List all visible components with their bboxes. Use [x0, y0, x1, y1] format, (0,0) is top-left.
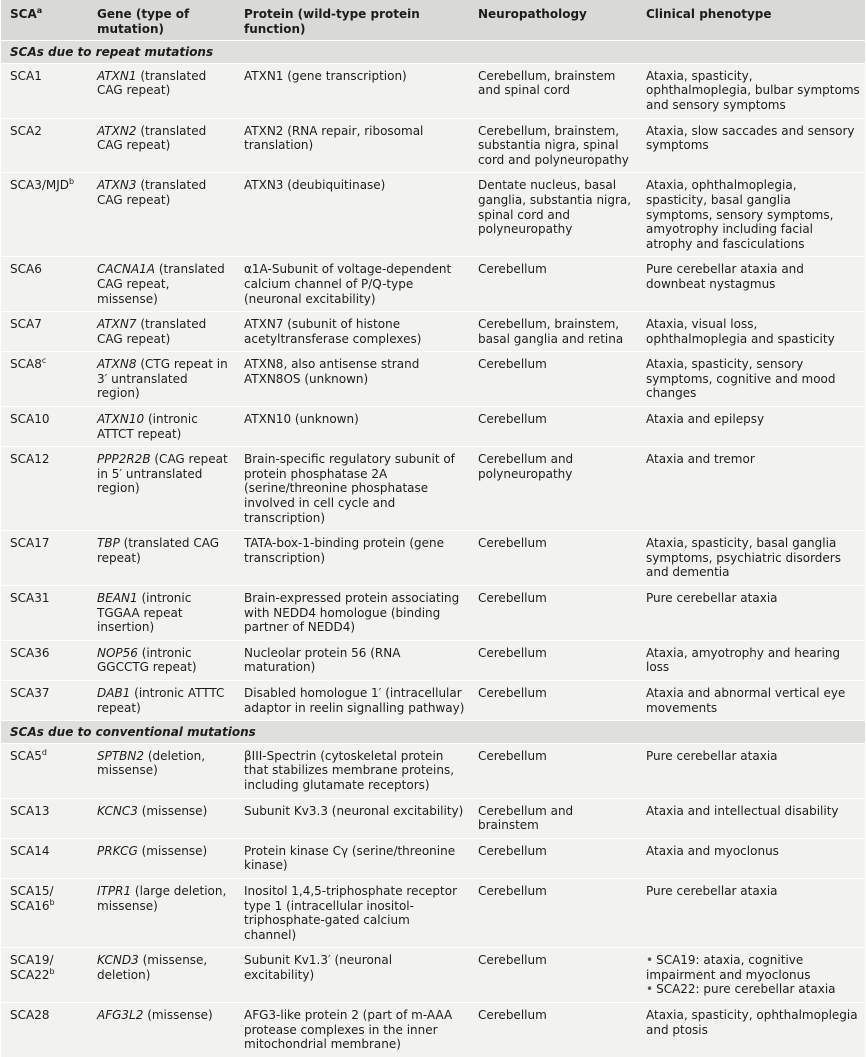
footnote-marker: d [41, 747, 47, 757]
sca-name: SCA10 [10, 412, 50, 427]
table-row [1, 352, 865, 407]
mutation-type: (translated CAG repeat) [97, 123, 207, 153]
cell-neuropathology: Cerebellum and polyneuropathy [478, 452, 574, 481]
cell-clinical-phenotype: Pure cerebellar ataxia [646, 591, 778, 605]
mutation-type: (missense, deletion) [97, 953, 208, 982]
cell-sca [1, 948, 88, 1003]
section-title: SCAs due to repeat mutations [10, 45, 214, 60]
footnote-marker: b [49, 897, 55, 907]
cell-neuropathology: Cerebellum [478, 357, 547, 372]
table-row [1, 798, 865, 838]
cell-protein: ATXN2 (RNA repair, ribosomal translation) [244, 123, 424, 153]
cell-protein: Subunit Kv3.3 (neuronal excitability) [244, 803, 464, 818]
sca-table [1, 0, 865, 1057]
section-header-row [1, 721, 865, 744]
cell-clinical-phenotype: Ataxia and intellectual disability [646, 803, 839, 818]
mutation-type: (missense) [137, 843, 208, 858]
cell-protein: AFG3-like protein 2 (part of m-AAA protease complexes in the inner mitochondrial membrane) [244, 1008, 453, 1052]
mutation-type: (intronic ATTTC repeat) [97, 685, 225, 715]
cell-neuropathology: Cerebellum [478, 1008, 547, 1023]
cell-protein: Inositol 1,4,5-triphosphate receptor type 1 (intracellular inositol-triphosphate-gated calcium channel) [244, 883, 458, 942]
sca-name: SCA31 [10, 591, 50, 605]
cell-protein: α1A-Subunit of voltage-dependent calcium channel of P/Q-type (neuronal excitability) [244, 262, 452, 306]
cell-protein: ATXN1 (gene transcription) [244, 68, 407, 83]
sca-name: SCA5 [10, 748, 42, 763]
cell-sca [1, 312, 88, 352]
sca-name: SCA2 [10, 123, 42, 138]
cell-neuropathology: Cerebellum, brainstem and spinal cord [478, 68, 616, 98]
gene-name: NOP56 [97, 645, 138, 660]
mutation-type: (intronic ATTCT repeat) [97, 412, 198, 441]
table-row [1, 173, 865, 257]
cell-clinical-phenotype: Ataxia, amyotrophy and hearing loss [646, 645, 841, 675]
cell-protein: Brain-expressed protein associating with NEDD4 homologue (binding partner of NEDD4) [244, 591, 460, 635]
cell-clinical-phenotype: Ataxia and epilepsy [646, 412, 765, 427]
cell-gene [88, 63, 235, 118]
sca-name: SCA6 [10, 262, 42, 277]
cell-sca [1, 586, 88, 641]
sca-name: SCA19/ SCA22 [10, 953, 54, 982]
mutation-type: (CAG repeat in 5′ untranslated region) [97, 452, 228, 496]
mutation-type: (translated CAG repeat) [97, 68, 207, 98]
cell-clinical-phenotype: Ataxia, slow saccades and sensory symptoms [646, 123, 855, 153]
cell-sca [1, 878, 88, 947]
cell-sca [1, 173, 88, 257]
cell-gene [88, 798, 235, 838]
table-row [1, 680, 865, 720]
cell-sca [1, 447, 88, 531]
cell-clinical-phenotype: Ataxia and myoclonus [646, 843, 779, 858]
mutation-type: (translated CAG repeat, missense) [97, 262, 225, 306]
cell-sca [1, 531, 88, 586]
gene-name: ATXN10 [97, 412, 145, 427]
table-row [1, 878, 865, 947]
cell-clinical-phenotype: Ataxia, spasticity, ophthalmoplegia and ptosis [646, 1008, 858, 1037]
sca-name: SCA28 [10, 1008, 50, 1023]
table-row [1, 743, 865, 798]
gene-name: BEAN1 [97, 591, 138, 605]
gene-name: TBP [97, 536, 120, 551]
cell-sca [1, 743, 88, 798]
gene-name: ATXN3 [97, 178, 137, 193]
mutation-type: (translated CAG repeat) [97, 178, 207, 207]
cell-neuropathology: Cerebellum [478, 748, 547, 763]
header-clinical-phenotype: Clinical phenotype [646, 7, 772, 21]
cell-gene [88, 352, 235, 407]
cell-gene [88, 257, 235, 312]
cell-protein: ATXN7 (subunit of histone acetyltransferase complexes) [244, 317, 422, 346]
cell-neuropathology: Cerebellum [478, 412, 547, 427]
cell-clinical-phenotype: Ataxia, spasticity, ophthalmoplegia, bulbar symptoms and sensory symptoms [646, 68, 860, 112]
mutation-type: (intronic TGGAA repeat insertion) [97, 591, 192, 635]
mutation-type: (translated CAG repeat) [97, 317, 207, 346]
header-neuropathology: Neuropathology [478, 7, 587, 21]
cell-sca [1, 118, 88, 173]
cell-neuropathology: Cerebellum [478, 685, 547, 700]
cell-gene [88, 586, 235, 641]
table-body [1, 41, 865, 1057]
cell-neuropathology: Cerebellum [478, 843, 547, 858]
cell-sca [1, 640, 88, 680]
sca-name: SCA12 [10, 452, 50, 467]
cell-sca [1, 257, 88, 312]
table-header [1, 0, 865, 41]
mutation-type: (deletion, missense) [97, 748, 206, 778]
mutation-type: (translated CAG repeat) [97, 536, 220, 565]
cell-protein: Nucleolar protein 56 (RNA maturation) [244, 645, 401, 675]
cell-gene [88, 878, 235, 947]
cell-sca [1, 63, 88, 118]
mutation-type: (missense) [137, 803, 208, 818]
cell-protein: ATXN3 (deubiquitinase) [244, 178, 386, 193]
sca-name: SCA14 [10, 843, 50, 858]
footnote-marker: b [49, 966, 55, 976]
cell-neuropathology: Cerebellum [478, 953, 547, 968]
cell-gene [88, 743, 235, 798]
gene-name: ITPR1 [97, 883, 132, 898]
cell-gene [88, 447, 235, 531]
table-row [1, 640, 865, 680]
sca-name: SCA36 [10, 645, 50, 660]
clinical-list-item: • SCA22: pure cerebellar ataxia [646, 982, 861, 997]
cell-clinical-phenotype: Pure cerebellar ataxia [646, 883, 778, 898]
mutation-type: (CTG repeat in 3′ untranslated region) [97, 357, 228, 401]
cell-gene [88, 1003, 235, 1057]
cell-sca [1, 407, 88, 447]
section-title: SCAs due to conventional mutations [10, 725, 256, 740]
cell-neuropathology: Cerebellum and brainstem [478, 803, 574, 833]
cell-sca [1, 352, 88, 407]
gene-name: SPTBN2 [97, 748, 145, 763]
cell-neuropathology: Cerebellum, brainstem, substantia nigra, spinal cord and polyneuropathy [478, 123, 629, 167]
cell-sca [1, 680, 88, 720]
gene-name: KCND3 [97, 953, 139, 968]
cell-clinical-phenotype: Ataxia and tremor [646, 452, 755, 467]
gene-name: KCNC3 [97, 803, 138, 818]
footnote-marker: a [36, 6, 43, 15]
table-row [1, 407, 865, 447]
sca-name: SCA1 [10, 68, 42, 83]
cell-gene [88, 948, 235, 1003]
cell-gene [88, 640, 235, 680]
cell-protein: Protein kinase Cγ (serine/threonine kinase) [244, 843, 456, 873]
cell-protein: Brain-specific regulatory subunit of protein phosphatase 2A (serine/threonine phosphatase involved in cell cycle and transcription) [244, 452, 455, 525]
sca-name: SCA7 [10, 317, 42, 332]
table-row [1, 838, 865, 878]
cell-clinical-phenotype: Ataxia, visual loss, ophthalmoplegia and spasticity [646, 317, 835, 346]
cell-neuropathology: Cerebellum [478, 536, 547, 551]
cell-gene [88, 407, 235, 447]
section-header-row [1, 41, 865, 64]
table-row [1, 586, 865, 641]
table-row [1, 63, 865, 118]
cell-clinical-phenotype: Pure cerebellar ataxia and downbeat nystagmus [646, 262, 804, 291]
gene-name: ATXN1 [97, 68, 137, 83]
cell-protein: ATXN8, also antisense strand ATXN8OS (unknown) [244, 357, 420, 386]
mutation-type: (large deletion, missense) [97, 883, 227, 913]
cell-gene [88, 173, 235, 257]
sca-name: SCA17 [10, 536, 50, 551]
clinical-list-item: • SCA19: ataxia, cognitive impairment and myoclonus [646, 953, 861, 982]
table-row [1, 257, 865, 312]
cell-clinical-phenotype: Ataxia, spasticity, basal ganglia symptoms, psychiatric disorders and dementia [646, 536, 841, 580]
table-row [1, 312, 865, 352]
table-row [1, 447, 865, 531]
table-row [1, 118, 865, 173]
footnote-marker: b [69, 177, 75, 187]
gene-name: CACNA1A [97, 262, 155, 277]
cell-neuropathology: Dentate nucleus, basal ganglia, substantia nigra, spinal cord and polyneuropathy [478, 178, 632, 237]
cell-gene [88, 531, 235, 586]
cell-sca [1, 1003, 88, 1057]
mutation-type: (intronic GGCCTG repeat) [97, 645, 197, 675]
cell-gene [88, 118, 235, 173]
cell-clinical-phenotype: Ataxia, spasticity, sensory symptoms, cognitive and mood changes [646, 357, 836, 401]
cell-neuropathology: Cerebellum [478, 883, 547, 898]
mutation-type: (missense) [143, 1008, 213, 1023]
cell-protein: TATA-box-1-binding protein (gene transcription) [244, 536, 445, 565]
gene-name: PRKCG [97, 843, 138, 858]
table-row [1, 1003, 865, 1057]
gene-name: ATXN7 [97, 317, 137, 332]
cell-gene [88, 838, 235, 878]
sca-name: SCA15/ SCA16 [10, 883, 54, 913]
sca-name: SCA13 [10, 803, 50, 818]
cell-sca [1, 798, 88, 838]
sca-name: SCA37 [10, 685, 50, 700]
cell-neuropathology: Cerebellum [478, 645, 547, 660]
cell-clinical-phenotype: Ataxia and abnormal vertical eye movements [646, 685, 846, 715]
gene-name: ATXN2 [97, 123, 137, 138]
cell-gene [88, 312, 235, 352]
cell-protein: Subunit Kv1.3′ (neuronal excitability) [244, 953, 393, 982]
cell-protein: Disabled homologue 1′ (intracellular adaptor in reelin signalling pathway) [244, 685, 465, 715]
cell-neuropathology: Cerebellum [478, 591, 547, 605]
gene-name: DAB1 [97, 685, 131, 700]
cell-clinical-phenotype: Ataxia, ophthalmoplegia, spasticity, basal ganglia symptoms, sensory symptoms, amyotrophy including facial atrophy and fasciculations [646, 178, 834, 251]
sca-name: SCA8 [10, 357, 42, 372]
cell-gene [88, 680, 235, 720]
table-row [1, 531, 865, 586]
header-gene: Gene (type of mutation) [97, 7, 190, 36]
cell-protein: ATXN10 (unknown) [244, 412, 359, 427]
cell-sca [1, 838, 88, 878]
gene-name: ATXN8 [97, 357, 137, 372]
sca-name: SCA3/MJD [10, 178, 70, 193]
clinical-list [646, 953, 861, 997]
table-row [1, 948, 865, 1003]
cell-clinical-phenotype: Pure cerebellar ataxia [646, 748, 778, 763]
cell-neuropathology: Cerebellum [478, 262, 547, 277]
header-row [1, 0, 865, 41]
header-protein: Protein (wild-type protein function) [244, 7, 420, 36]
cell-clinical-phenotype [637, 948, 865, 1003]
footnote-marker: c [41, 356, 47, 366]
cell-neuropathology: Cerebellum, brainstem, basal ganglia and retina [478, 317, 624, 346]
gene-name: AFG3L2 [97, 1008, 144, 1023]
cell-protein: βIII-Spectrin (cytoskeletal protein that stabilizes membrane proteins, including glutamate receptors) [244, 748, 455, 792]
gene-name: PPP2R2B [97, 452, 151, 467]
header-sca: SCA$^a$ [10, 6, 43, 21]
